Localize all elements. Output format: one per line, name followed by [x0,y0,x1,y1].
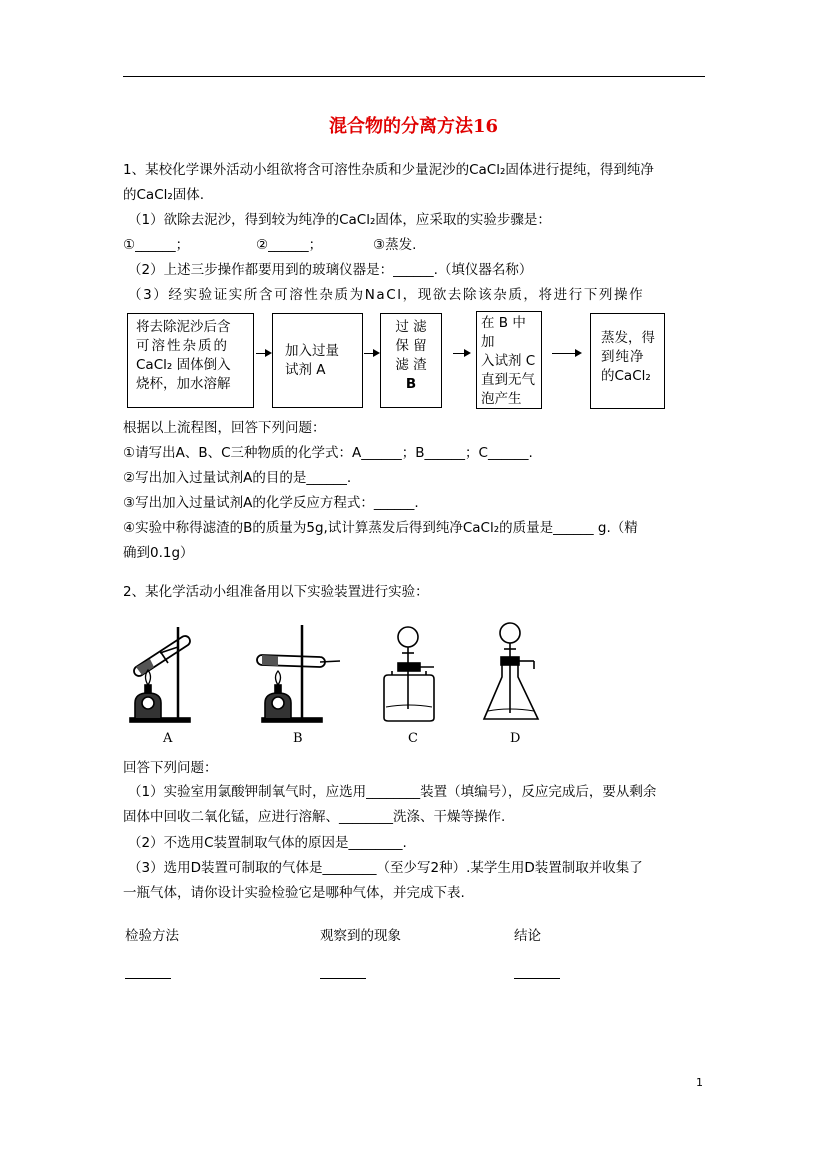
q1-intro-line2: 的CaCl₂固体. [123,187,205,203]
q1-step2: ②______； [256,237,323,253]
q2-part2: （2）不选用C装置制取气体的原因是________. [128,835,407,851]
q1-step1: ①______； [123,237,190,253]
table-header-observation: 观察到的现象 [320,928,401,944]
q1-step3: ③蒸发. [373,237,417,253]
q1-sub4-line1: ④实验中称得滤渣的B的质量为5g,试计算蒸发后得到纯净CaCl₂的质量是______ g.（精 [123,520,638,536]
apparatus-b-label: B [293,731,303,746]
flow-box-filter: 过 滤 保 留 滤 渣 B [380,313,442,408]
q2-part3-line2: 一瓶气体，请你设计实验检验它是哪种气体，并完成下表. [123,885,465,901]
flow-arrow-3 [453,353,469,354]
flow-arrow-1 [256,353,270,354]
table-header-conclusion: 结论 [514,928,541,944]
q2-part1-line1: （1）实验室用氯酸钾制氧气时，应选用________装置（填编号），反应完成后，要从剩余 [128,784,657,800]
apparatus-c-label: C [408,731,418,746]
q2-part3-line1: （3）选用D装置可制取的气体是________（至少写2种）.某学生用D装置制取并收集了 [128,860,643,876]
q1-intro-line1: 1、某校化学课外活动小组欲将含可溶性杂质和少量泥沙的CaCl₂固体进行提纯，得到纯净 [123,162,654,178]
q2-intro: 2、某化学活动小组准备用以下实验装置进行实验： [123,584,429,600]
flow-arrow-2 [364,353,378,354]
q1-sub1: ①请写出A、B、C三种物质的化学式：A______；B______；C______. [123,445,533,461]
answer-blank-method [125,978,171,979]
q1-part2: （2）上述三步操作都要用到的玻璃仪器是：______.（填仪器名称） [128,262,533,278]
q1-part3: （3）经实验证实所含可溶性杂质为NaCl，现欲去除该杂质，将进行下列操作 [128,287,645,303]
apparatus-figure [120,615,560,727]
table-header-method: 检验方法 [125,928,179,944]
answer-blank-observation [320,978,366,979]
flow-arrow-4 [552,353,580,354]
flow-box-evaporate: 蒸发，得 到纯净 的CaCl₂ [590,313,665,409]
apparatus-b-drawing [257,625,340,722]
flow-box-reagent-a: 加入过量 试剂 A [272,313,363,408]
apparatus-a-label: A [163,731,173,746]
apparatus-d-drawing [484,623,538,719]
q1-questions-intro: 根据以上流程图，回答下列问题： [123,420,326,436]
header-rule [123,76,705,77]
apparatus-c-drawing [384,627,434,721]
q2-questions-intro: 回答下列问题： [123,760,218,776]
answer-blank-conclusion [514,978,560,979]
flow-box-reagent-c: 在 B 中加 入试剂 C 直到无气 泡产生 [476,311,542,409]
flow-box-dissolve: 将去除泥沙后含 可溶性杂质的 CaCl₂ 固体倒入 烧杯，加水溶解 [127,313,254,408]
q2-part1-line2: 固体中回收二氧化锰，应进行溶解、________洗涤、干燥等操作. [123,809,506,825]
q1-sub2: ②写出加入过量试剂A的目的是______. [123,470,352,486]
q1-sub3: ③写出加入过量试剂A的化学反应方程式：______. [123,495,419,511]
q1-sub4-line2: 确到0.1g） [123,545,194,561]
page-title: 混合物的分离方法16 [328,116,499,137]
apparatus-d-label: D [510,731,521,746]
page-number: 1 [696,1076,703,1089]
q1-part1: （1）欲除去泥沙，得到较为纯净的CaCl₂固体，应采取的实验步骤是： [128,212,551,228]
apparatus-a-drawing [130,627,190,722]
